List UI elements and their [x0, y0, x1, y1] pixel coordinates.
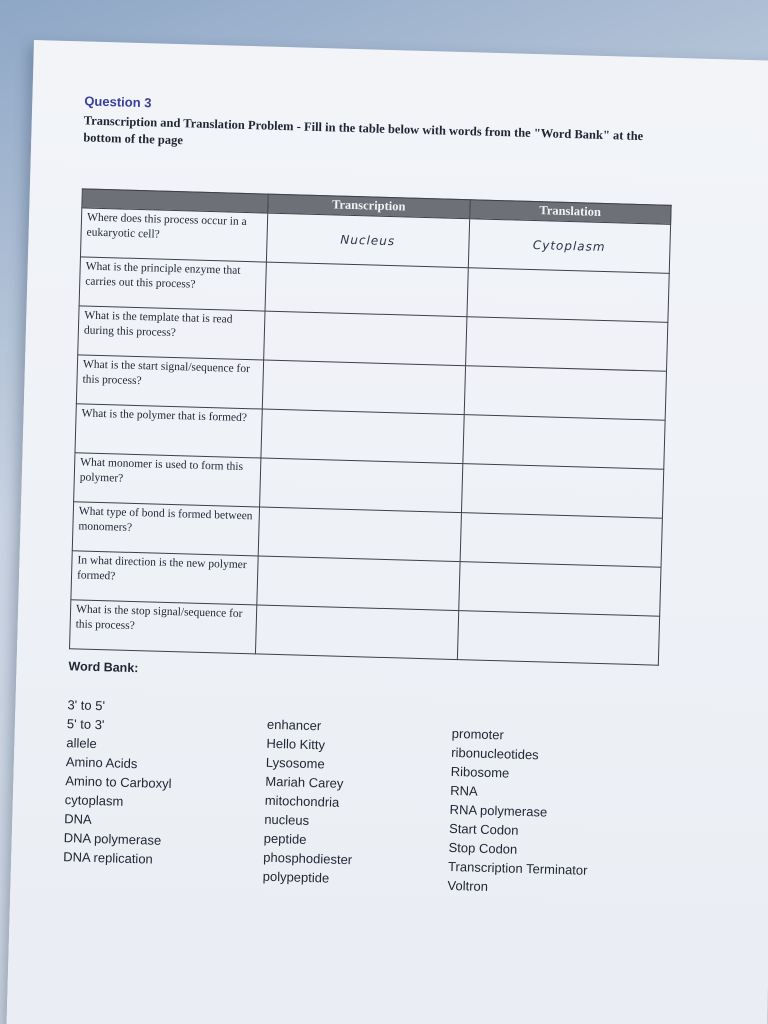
word-bank-column-1 — [63, 695, 174, 869]
question-instructions: Transcription and Translation Problem - Fill in the table below with words from the "Word Bank" at the bottom of the page — [83, 113, 644, 148]
word-bank-item: RNA — [450, 782, 478, 799]
word-bank-item: peptide — [263, 830, 307, 847]
row-question: What monomer is used to form this polymer? — [74, 453, 261, 507]
row-question: What is the stop signal/sequence for this process? — [70, 599, 257, 653]
word-bank-item: DNA polymerase — [63, 829, 162, 848]
answer-cell-translation[interactable] — [461, 463, 664, 518]
answer-cell-translation[interactable] — [465, 316, 668, 371]
answer-cell-translation[interactable] — [464, 365, 667, 420]
word-bank — [62, 691, 658, 917]
word-bank-item: Amino to Carboxyl — [65, 772, 172, 791]
answer-cell-translation[interactable] — [457, 610, 660, 665]
answer-cell-transcription[interactable] — [265, 262, 468, 317]
word-bank-item: DNA replication — [63, 848, 154, 867]
word-bank-item: nucleus — [264, 811, 310, 828]
worksheet-table — [69, 188, 672, 665]
word-bank-item: DNA — [64, 810, 92, 827]
answer-cell-transcription[interactable]: Nucleus — [266, 213, 469, 268]
row-question: What is the template that is read during this process? — [78, 306, 265, 360]
answer-cell-transcription[interactable] — [261, 409, 464, 464]
word-bank-column-3 — [447, 724, 591, 899]
word-bank-item: Stop Codon — [448, 839, 518, 857]
word-bank-item: promoter — [451, 725, 505, 743]
row-question: In what direction is the new polymer formed? — [71, 551, 258, 605]
answer-cell-transcription[interactable] — [258, 507, 461, 562]
word-bank-item: ribonucleotides — [451, 744, 539, 763]
word-bank-column-2 — [262, 715, 356, 888]
word-bank-item: allele — [66, 734, 97, 751]
word-bank-item: Amino Acids — [65, 753, 138, 771]
worksheet-content — [62, 93, 674, 917]
word-bank-item: mitochondria — [264, 792, 340, 810]
word-bank-item: 3' to 5' — [67, 696, 106, 713]
answer-cell-translation[interactable] — [466, 267, 669, 322]
word-bank-item: enhancer — [266, 716, 322, 734]
answer-cell-translation[interactable] — [458, 561, 661, 616]
word-bank-item: Transcription Terminator — [447, 858, 588, 878]
word-bank-item: cytoplasm — [64, 791, 124, 809]
row-question: Where does this process occur in a eukaryotic cell? — [80, 208, 267, 262]
word-bank-item: phosphodiester — [263, 849, 353, 867]
row-question: What is the principle enzyme that carries out this process? — [79, 257, 266, 311]
column-header-translation: Translation — [469, 199, 671, 224]
word-bank-heading: Word Bank: — [68, 658, 139, 675]
word-bank-item: Start Codon — [448, 820, 519, 838]
word-bank-item: polypeptide — [262, 868, 330, 886]
word-bank-item: 5' to 3' — [66, 715, 105, 732]
word-bank-item: Mariah Carey — [265, 773, 344, 791]
row-question: What type of bond is formed between monomers? — [72, 502, 259, 556]
word-bank-item: Lysosome — [265, 754, 325, 772]
answer-cell-transcription[interactable] — [257, 556, 460, 611]
column-header-transcription: Transcription — [268, 194, 470, 219]
answer-cell-transcription[interactable] — [255, 605, 458, 660]
word-bank-item: Voltron — [447, 877, 489, 894]
answer-cell-translation[interactable] — [462, 414, 665, 469]
word-bank-item: RNA polymerase — [449, 801, 548, 820]
word-bank-item: Hello Kitty — [266, 735, 326, 753]
answer-cell-transcription[interactable] — [264, 311, 467, 366]
word-bank-item: Ribosome — [450, 763, 510, 781]
row-question: What is the start signal/sequence for this process? — [76, 355, 263, 409]
answer-cell-translation[interactable] — [460, 512, 663, 567]
answer-cell-transcription[interactable] — [262, 360, 465, 415]
answer-cell-transcription[interactable] — [260, 458, 463, 513]
worksheet-paper — [6, 40, 768, 1024]
question-number: Question 3 — [84, 93, 152, 111]
answer-cell-translation[interactable]: Cytoplasm — [468, 218, 671, 273]
row-question: What is the polymer that is formed? — [75, 404, 262, 458]
